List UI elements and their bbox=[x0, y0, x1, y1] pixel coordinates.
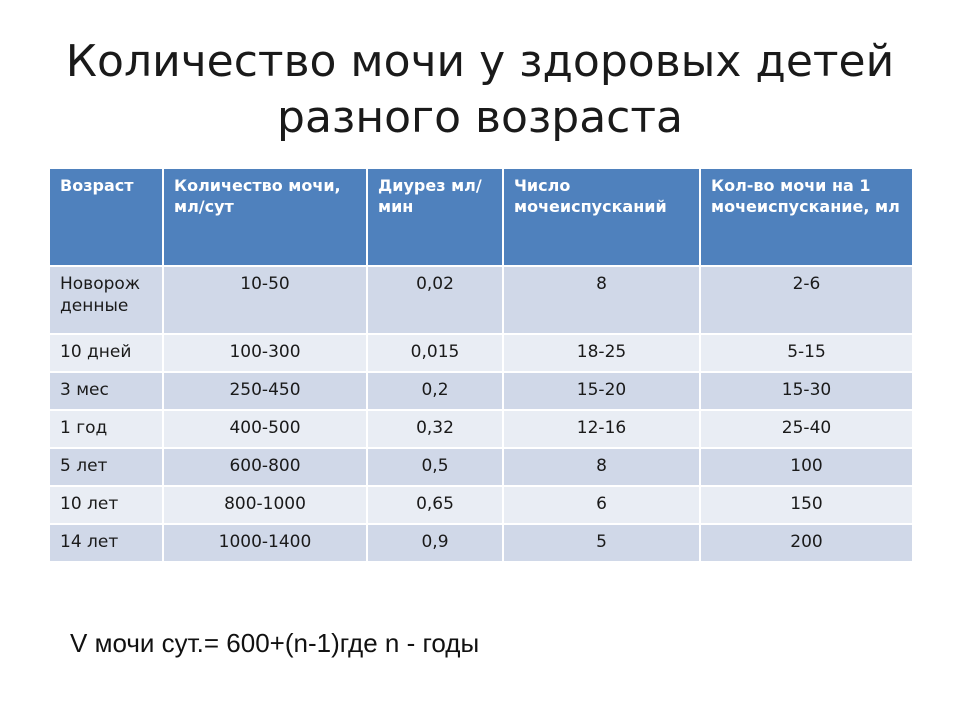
cell-age: 1 год bbox=[49, 410, 163, 448]
slide-title bbox=[0, 34, 960, 146]
table-row bbox=[49, 448, 913, 486]
cell-age: 5 лет bbox=[49, 448, 163, 486]
header-urination-count: Число мочеиспусканий bbox=[503, 168, 700, 266]
cell-age: Новорож денные bbox=[49, 266, 163, 334]
cell-urination-count: 8 bbox=[503, 266, 700, 334]
table-row bbox=[49, 266, 913, 334]
header-volume-per-urination: Кол-во мочи на 1 мочеиспускание, мл bbox=[700, 168, 913, 266]
table-row bbox=[49, 334, 913, 372]
table-row bbox=[49, 372, 913, 410]
cell-daily-volume: 600-800 bbox=[163, 448, 367, 486]
table-row bbox=[49, 524, 913, 562]
cell-volume-per-urination: 5-15 bbox=[700, 334, 913, 372]
header-diuresis: Диурез мл/мин bbox=[367, 168, 503, 266]
cell-urination-count: 6 bbox=[503, 486, 700, 524]
cell-diuresis: 0,015 bbox=[367, 334, 503, 372]
cell-volume-per-urination: 200 bbox=[700, 524, 913, 562]
cell-diuresis: 0,5 bbox=[367, 448, 503, 486]
slide-title-line-1: Количество мочи у здоровых детей bbox=[65, 36, 895, 87]
cell-volume-per-urination: 100 bbox=[700, 448, 913, 486]
cell-diuresis: 0,65 bbox=[367, 486, 503, 524]
cell-age: 14 лет bbox=[49, 524, 163, 562]
cell-diuresis: 0,02 bbox=[367, 266, 503, 334]
cell-urination-count: 12-16 bbox=[503, 410, 700, 448]
cell-volume-per-urination: 15-30 bbox=[700, 372, 913, 410]
slide-title-line-2: разного возраста bbox=[277, 92, 683, 143]
cell-daily-volume: 400-500 bbox=[163, 410, 367, 448]
cell-daily-volume: 100-300 bbox=[163, 334, 367, 372]
cell-volume-per-urination: 150 bbox=[700, 486, 913, 524]
formula-text: V мочи сут.= 600+(n-1)где n - годы bbox=[70, 628, 480, 658]
header-age: Возраст bbox=[49, 168, 163, 266]
cell-age: 10 дней bbox=[49, 334, 163, 372]
cell-urination-count: 18-25 bbox=[503, 334, 700, 372]
cell-volume-per-urination: 25-40 bbox=[700, 410, 913, 448]
table-row bbox=[49, 486, 913, 524]
cell-age: 3 мес bbox=[49, 372, 163, 410]
cell-age: 10 лет bbox=[49, 486, 163, 524]
table-header-row bbox=[49, 168, 913, 266]
cell-daily-volume: 1000-1400 bbox=[163, 524, 367, 562]
cell-diuresis: 0,9 bbox=[367, 524, 503, 562]
header-daily-volume: Количество мочи, мл/сут bbox=[163, 168, 367, 266]
table-row bbox=[49, 410, 913, 448]
cell-urination-count: 5 bbox=[503, 524, 700, 562]
cell-diuresis: 0,2 bbox=[367, 372, 503, 410]
cell-urination-count: 15-20 bbox=[503, 372, 700, 410]
cell-volume-per-urination: 2-6 bbox=[700, 266, 913, 334]
urine-volume-table bbox=[48, 167, 914, 563]
cell-diuresis: 0,32 bbox=[367, 410, 503, 448]
cell-urination-count: 8 bbox=[503, 448, 700, 486]
cell-daily-volume: 250-450 bbox=[163, 372, 367, 410]
cell-daily-volume: 10-50 bbox=[163, 266, 367, 334]
cell-daily-volume: 800-1000 bbox=[163, 486, 367, 524]
